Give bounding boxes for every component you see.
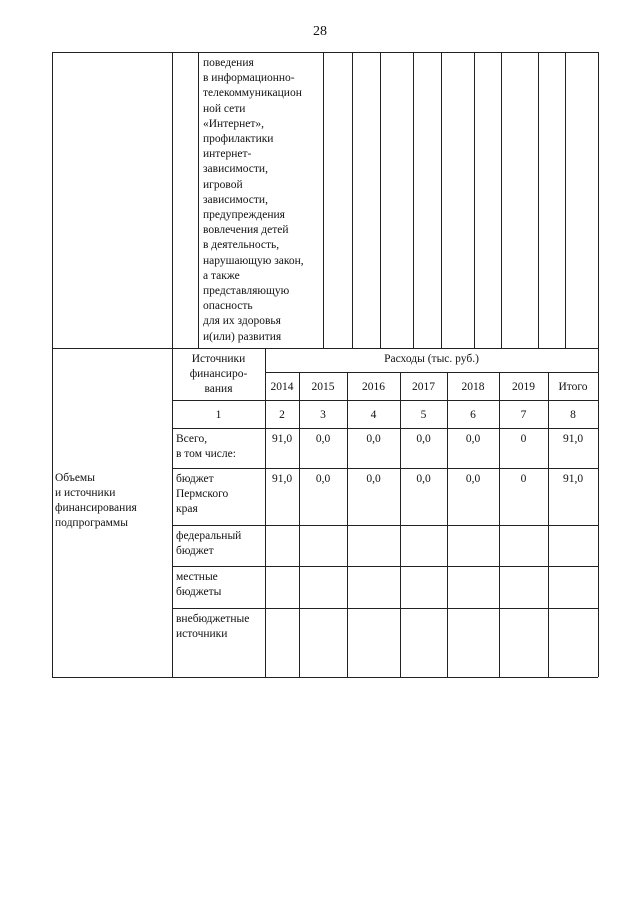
finance-cell-value: 0,0 — [465, 433, 481, 445]
finance-row-line-6 — [172, 608, 598, 609]
year-header: 2018 — [461, 381, 485, 393]
column-number: 3 — [320, 409, 326, 421]
description-line: профилактики — [203, 133, 274, 145]
year-header: Итого — [558, 381, 588, 393]
top-column-line-1 — [172, 52, 173, 348]
description-line: для их здоровья — [203, 315, 281, 328]
top-column-line-9 — [501, 52, 502, 348]
description-line: а также — [203, 269, 240, 282]
table-right-border — [598, 52, 599, 677]
description-line: предупреждения — [203, 209, 285, 221]
finance-row-label: бюджет Пермского края — [176, 473, 229, 515]
column-number: 2 — [279, 409, 285, 421]
column-number: 4 — [370, 409, 377, 421]
finance-row-line-1 — [172, 400, 598, 401]
finance-cell-value: 91,0 — [271, 473, 293, 485]
finance-cell-value: 91,0 — [271, 433, 293, 445]
finance-row-label: федеральный бюджет — [176, 530, 242, 557]
year-header: 2014 — [270, 381, 294, 393]
finance-cell-value: 0 — [520, 433, 527, 445]
table-left-border — [52, 52, 53, 677]
description-line: в деятельность, — [203, 239, 280, 252]
page-number: 28 — [313, 24, 327, 39]
finance-cell-value: 0,0 — [366, 473, 381, 485]
section-label-financing: Объемы и источники финансирования подпрограммы — [55, 472, 137, 529]
top-column-line-8 — [474, 52, 475, 348]
finance-sources-left-border — [172, 348, 173, 677]
description-line: опасность — [203, 300, 253, 313]
description-line: ной сети — [203, 102, 246, 115]
year-header: 2015 — [311, 381, 335, 393]
description-line: представляющую — [203, 285, 290, 297]
description-line: вовлечения детей — [203, 224, 289, 237]
top-column-line-7 — [441, 52, 442, 348]
description-line: игровой — [203, 178, 243, 191]
table-bottom-border — [52, 677, 598, 678]
column-number: 1 — [215, 409, 222, 421]
finance-cell-value: 91,0 — [562, 433, 584, 445]
column-number: 8 — [570, 409, 576, 421]
column-number: 7 — [520, 409, 527, 421]
expenses-header: Расходы (тыс. руб.) — [384, 353, 479, 365]
description-line: телекоммуникацион — [203, 87, 302, 100]
description-line: поведения — [203, 57, 254, 69]
description-line: зависимости, — [203, 163, 268, 176]
finance-row-line-3 — [172, 468, 598, 469]
description-line: зависимости, — [203, 193, 268, 206]
sources-header: Источники финансиро- вания — [189, 353, 248, 395]
top-column-line-10 — [538, 52, 539, 348]
finance-row-line-2 — [172, 428, 598, 429]
description-line: интернет- — [203, 148, 252, 161]
finance-cell-value: 0,0 — [315, 473, 331, 485]
year-header: 2017 — [412, 381, 435, 393]
top-column-line-6 — [413, 52, 414, 348]
top-column-line-11 — [565, 52, 566, 348]
table-top-border — [52, 52, 598, 53]
finance-row-label: местные бюджеты — [176, 571, 222, 598]
column-number: 5 — [420, 409, 427, 421]
finance-cell-value: 0,0 — [315, 433, 331, 445]
top-column-line-2 — [198, 52, 199, 348]
finance-cell-value: 0,0 — [465, 473, 481, 485]
finance-cell-value: 0,0 — [416, 473, 431, 485]
top-column-line-5 — [380, 52, 381, 348]
finance-cell-value: 0 — [520, 473, 527, 485]
year-header: 2019 — [512, 381, 535, 393]
description-line: нарушающую закон, — [203, 254, 304, 267]
finance-cell-value: 0,0 — [416, 433, 431, 445]
year-header: 2016 — [362, 381, 385, 393]
section-divider — [52, 348, 598, 349]
finance-row-line-5 — [172, 566, 598, 567]
finance-sources-right-border — [265, 348, 266, 677]
top-column-line-4 — [352, 52, 353, 348]
finance-row-line-4 — [172, 525, 598, 526]
description-line: и(или) развития — [203, 330, 282, 343]
description-line: в информационно- — [203, 72, 295, 85]
finance-cell-value: 91,0 — [562, 473, 584, 485]
finance-row-label: Всего, в том числе: — [176, 433, 236, 460]
column-number: 6 — [470, 409, 476, 421]
finance-cell-value: 0,0 — [366, 433, 381, 445]
description-line: «Интернет», — [203, 117, 264, 130]
finance-row-label: внебюджетные источники — [176, 613, 250, 640]
